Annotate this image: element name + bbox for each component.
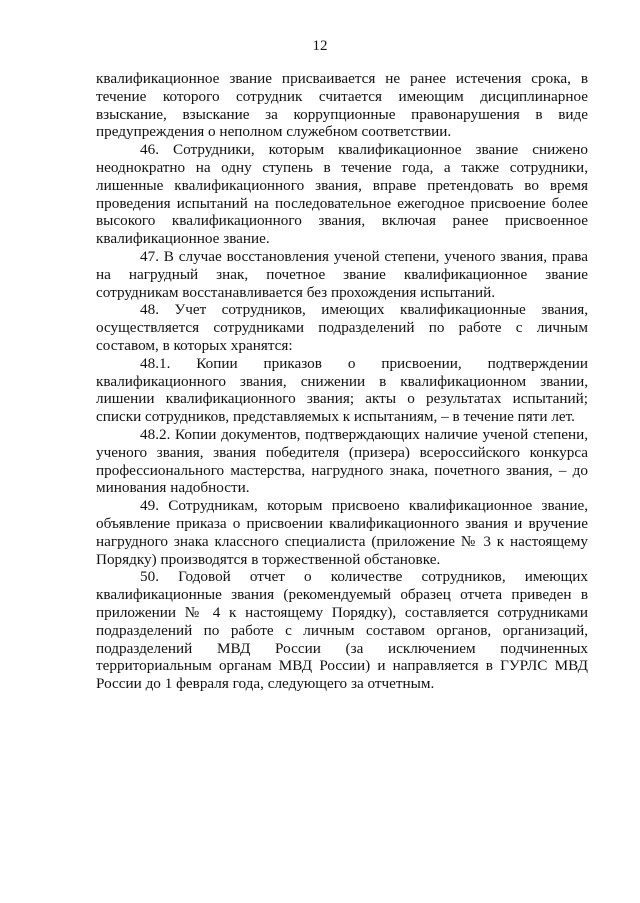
paragraph-46: 46. Сотрудники, которым квалификационное звание снижено неоднократно на одну ступень в течение года, а также сотрудники, лишенные квалификационного звания, вправе претендовать во время проведения испытаний на последовательное ежегодное присвоение более высокого квалификационного звания, включая ранее присвоенное квалификационное звание. [96, 141, 588, 248]
paragraph-48-1: 48.1. Копии приказов о присвоении, подтверждении квалификационного звания, снижении в квалификационном звании, лишении квалификационного звания; акты о результатах испытаний; списки сотрудников, представляемых к испытаниям, – в течение пяти лет. [96, 354, 588, 426]
paragraph-49: 49. Сотрудникам, которым присвоено квалификационное звание, объявление приказа о присвоении квалификационного звания и вручение нагрудного знака классного специалиста (приложение № 3 к настоящему Порядку) производятся в торжественной обстановке. [96, 497, 588, 568]
paragraph-48-2: 48.2. Копии документов, подтверждающих наличие ученой степени, ученого звания, звания победителя (призера) всероссийского конкурса профессионального мастерства, нагрудного знака, почетного звания, – до минования надобности. [96, 425, 588, 497]
document-body [96, 70, 588, 693]
paragraph-continuation: квалификационное звание присваивается не ранее истечения срока, в течение которого сотрудник считается имеющим дисциплинарное взыскание, взыскание за коррупционные правонарушения в виде предупреждения о неполном служебном соответствии. [96, 70, 588, 141]
paragraph-48: 48. Учет сотрудников, имеющих квалификационные звания, осуществляется сотрудниками подразделений по работе с личным составом, в которых хранятся: [96, 301, 588, 354]
paragraph-50: 50. Годовой отчет о количестве сотрудников, имеющих квалификационные звания (рекомендуемый образец отчета приведен в приложении № 4 к настоящему Порядку), составляется сотрудниками подразделений по работе с личным составом органов, организаций, подразделений МВД России (за исключением подчиненных территориальным органам МВД России) и направляется в ГУРЛС МВД России до 1 февраля года, следующего за отчетным. [96, 568, 588, 693]
paragraph-47: 47. В случае восстановления ученой степени, ученого звания, права на нагрудный знак, почетное звание квалификационное звание сотрудникам восстанавливается без прохождения испытаний. [96, 247, 588, 301]
page-number: 12 [312, 38, 328, 54]
